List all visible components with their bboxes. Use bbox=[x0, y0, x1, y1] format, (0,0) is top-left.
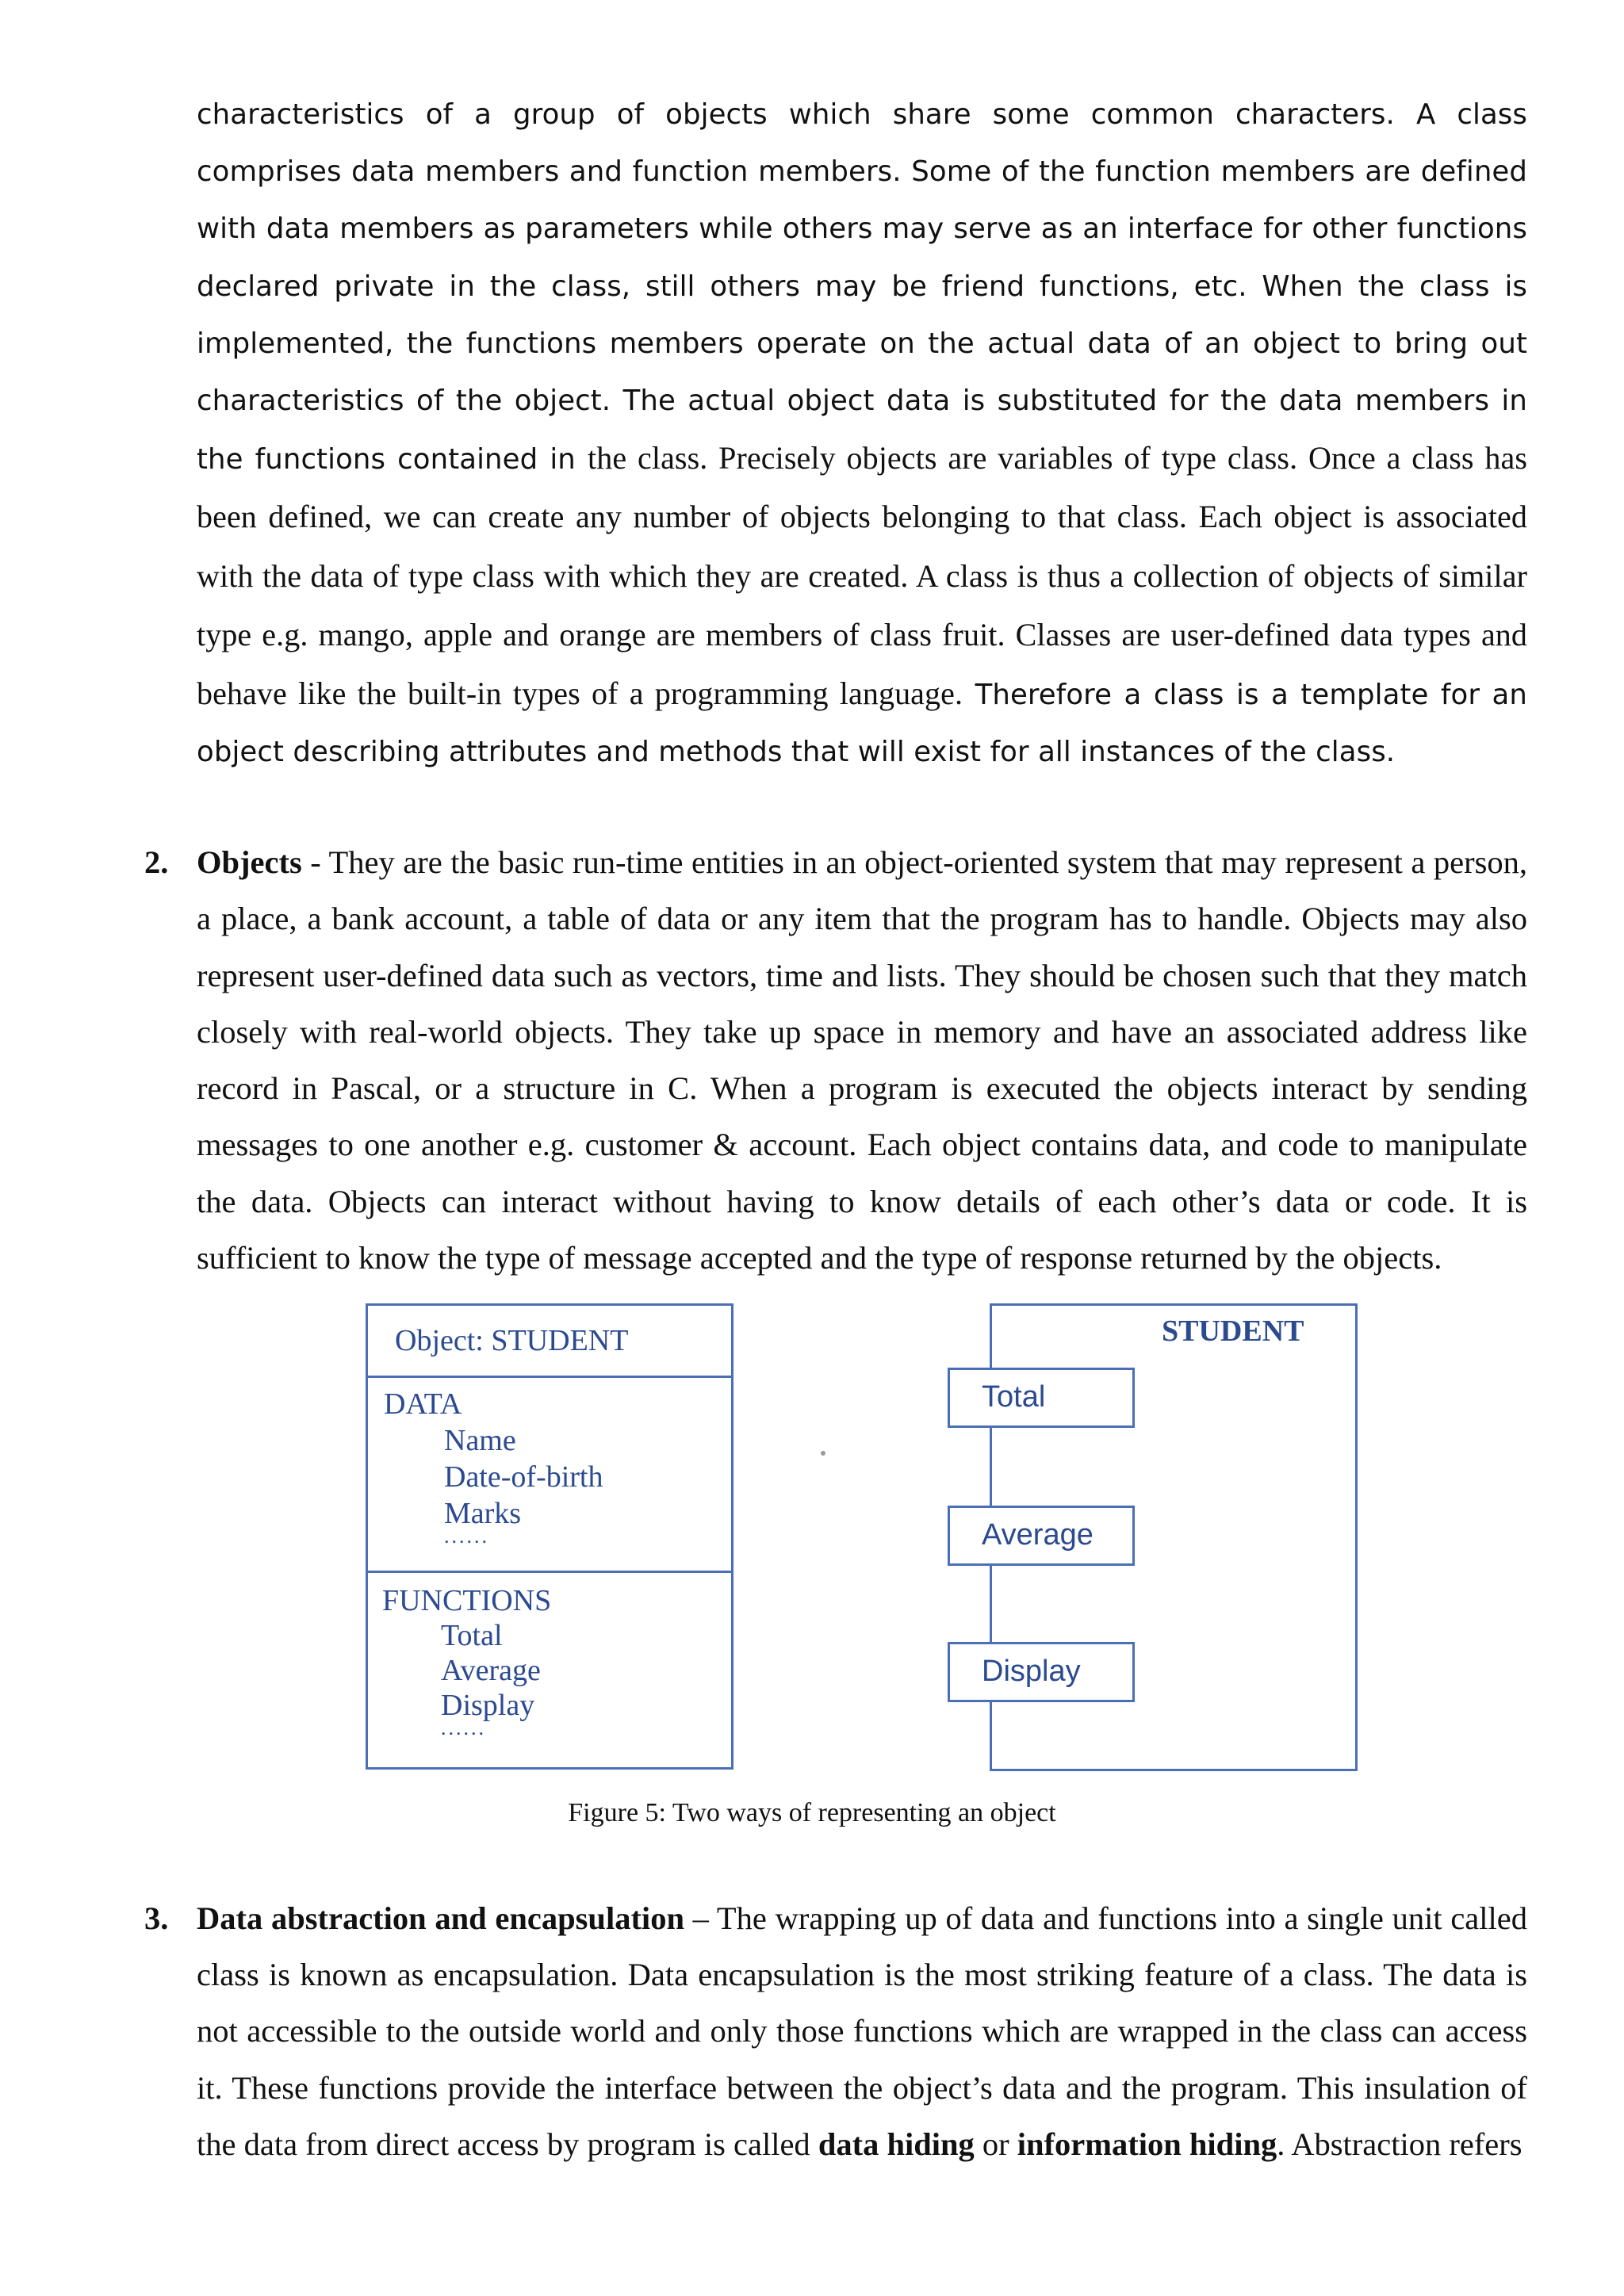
title-divider bbox=[368, 1376, 731, 1378]
data-item-date-of-birth: Date-of-birth bbox=[444, 1460, 603, 1494]
data-heading: DATA bbox=[384, 1387, 462, 1421]
information-hiding-term: information hiding bbox=[1017, 2126, 1277, 2162]
item-number-2: 2. bbox=[144, 844, 169, 880]
encapsulation-term: Data abstraction and encapsulation bbox=[197, 1900, 684, 1936]
para1-sans-text: characteristics of a group of objects which share some common characters. A class comprises data members and function members. Some of the function members are defined with data members as parameters while others may serve as an interface for other functions declared private in the class, still others may be friend functions, etc. When the class is implemented, the functions members operate on the actual data of an object to bring out characteristics of the object. The actual object data is substituted for the data members in the functions contained in bbox=[197, 98, 1527, 476]
student-class-diagram bbox=[982, 1303, 1358, 1771]
figure-caption: Figure 5: Two ways of representing an object bbox=[568, 1798, 1056, 1827]
data-divider bbox=[368, 1571, 731, 1573]
functions-ellipsis: ...... bbox=[441, 1716, 486, 1739]
method-display: Display bbox=[948, 1642, 1135, 1702]
object-box-title: Object: STUDENT bbox=[395, 1324, 629, 1357]
para1-serif-text: the class. Precisely objects are variables of type class. Once a class has been defined, we can create any number of objects belonging to that class. Each object is associated with the data of type class with which they are created. A class is thus a collection of objects of similar type e.g. mango, apple and orange are members of class fruit. Classes are user-defined data types and behave like the built-in types of a programming language. bbox=[197, 440, 1527, 712]
encapsulation-text-b: or bbox=[974, 2126, 1017, 2162]
objects-text: - They are the basic run-time entities in an object-oriented system that may represent a person, a place, a bank account, a table of data or any item that the program has to handle. Objects may also represent user-defined data such as vectors, time and lists. They should be chosen such that they match closely with real-world objects. They take up space in memory and have an associated address like record in Pascal, or a structure in C. When a program is executed the objects interact by sending messages to one another e.g. customer & account. Each object contains data, and code to manipulate the data. Objects can interact without having to know details of each other’s data or code. It is sufficient to know the type of message accepted and the type of response returned by the objects. bbox=[197, 844, 1527, 1276]
data-hiding-term: data hiding bbox=[818, 2126, 975, 2162]
objects-paragraph bbox=[197, 834, 1527, 1286]
item-number-3: 3. bbox=[144, 1900, 169, 1936]
functions-heading: FUNCTIONS bbox=[382, 1584, 552, 1617]
objects-term: Objects bbox=[197, 844, 302, 880]
data-item-marks: Marks bbox=[444, 1497, 522, 1530]
function-item-display: Display bbox=[441, 1689, 535, 1722]
para1-sans-text-end: Therefore a class is a template for an object describing attributes and methods that will exist for all instances of the class. bbox=[197, 679, 1527, 769]
object-box-representation bbox=[366, 1303, 733, 1770]
encapsulation-text-a: – The wrapping up of data and functions into a single unit called class is known as encapsulation. Data encapsulation is the most striking feature of a class. The data is not accessible to the outside world and only those functions which are wrapped in the class can access it. These functions provide the interface between the object’s data and the program. This insulation of the data from direct access by program is called bbox=[197, 1900, 1527, 2162]
function-item-average: Average bbox=[441, 1654, 541, 1687]
method-total: Total bbox=[948, 1368, 1135, 1428]
class-description-paragraph bbox=[197, 86, 1527, 781]
function-item-total: Total bbox=[441, 1619, 503, 1652]
encapsulation-text-c: . Abstraction refers bbox=[1277, 2126, 1522, 2162]
student-class-title: STUDENT bbox=[1162, 1314, 1304, 1348]
stray-dot bbox=[821, 1451, 825, 1456]
method-average: Average bbox=[948, 1506, 1135, 1566]
data-item-name: Name bbox=[444, 1424, 516, 1457]
encapsulation-paragraph bbox=[197, 1890, 1527, 2172]
data-ellipsis: ...... bbox=[444, 1525, 489, 1548]
